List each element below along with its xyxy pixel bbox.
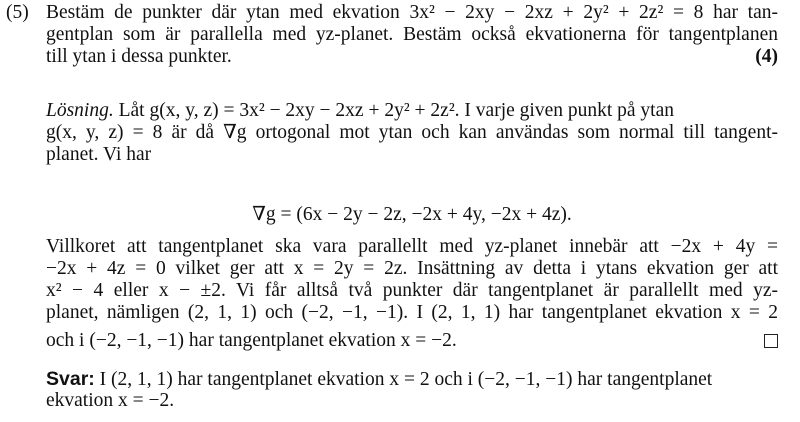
solution-line-1-text: Låt g(x, y, z) = 3x² − 2xy − 2xz + 2y² + 2z². I varje given punkt på ytan (118, 100, 674, 121)
solution-line-3: planet. Vi har (46, 144, 152, 165)
solution-line-1 (46, 100, 778, 122)
problem-number: (5) (6, 2, 29, 23)
solution-line-5: −2x + 4z = 0 vilket ger att x = 2y = 2z. Insättning av detta i ytans ekvation ger att (46, 258, 778, 279)
solution-line-2: g(x, y, z) = 8 är då ∇g ortogonal mot ytan och kan användas som normal till tangent- (46, 122, 778, 143)
problem-line-2: gentplan som är parallella med yz-planet. Bestäm också ekvationerna för tangentplanen (46, 24, 778, 45)
solution-line-4: Villkoret att tangentplanet ska vara parallellt med yz-planet innebär att −2x + 4y = (46, 236, 778, 257)
problem-line-1: Bestäm de punkter där ytan med ekvation 3x² − 2xy − 2xz + 2y² + 2z² = 8 har tan- (46, 2, 778, 23)
answer-lead: Svar: (46, 368, 95, 390)
problem-points: (4) (755, 46, 778, 67)
qed-square-icon (764, 334, 778, 348)
answer-line-2: ekvation x = −2. (46, 390, 175, 411)
answer-line-1 (46, 368, 778, 391)
gradient-equation: ∇g = (6x − 2y − 2z, −2x + 4y, −2x + 4z). (252, 204, 572, 225)
answer-line-1-text: I (2, 1, 1) har tangentplanet ekvation x = 2 och i (−2, −1, −1) har tangentplanet (99, 369, 713, 390)
solution-line-7: planet, nämligen (2, 1, 1) och (−2, −1, −1). I (2, 1, 1) har tangentplanet ekvation x = 2 (46, 302, 778, 323)
solution-line-8: och i (−2, −1, −1) har tangentplanet ekvation x = −2. (46, 330, 457, 351)
solution-lead: Lösning. (46, 100, 114, 121)
problem-line-3: till ytan i dessa punkter. (46, 46, 232, 67)
solution-line-6: x² − 4 eller x − ±2. Vi får alltså två punkter där tangentplanet är parallellt med yz- (46, 280, 778, 301)
